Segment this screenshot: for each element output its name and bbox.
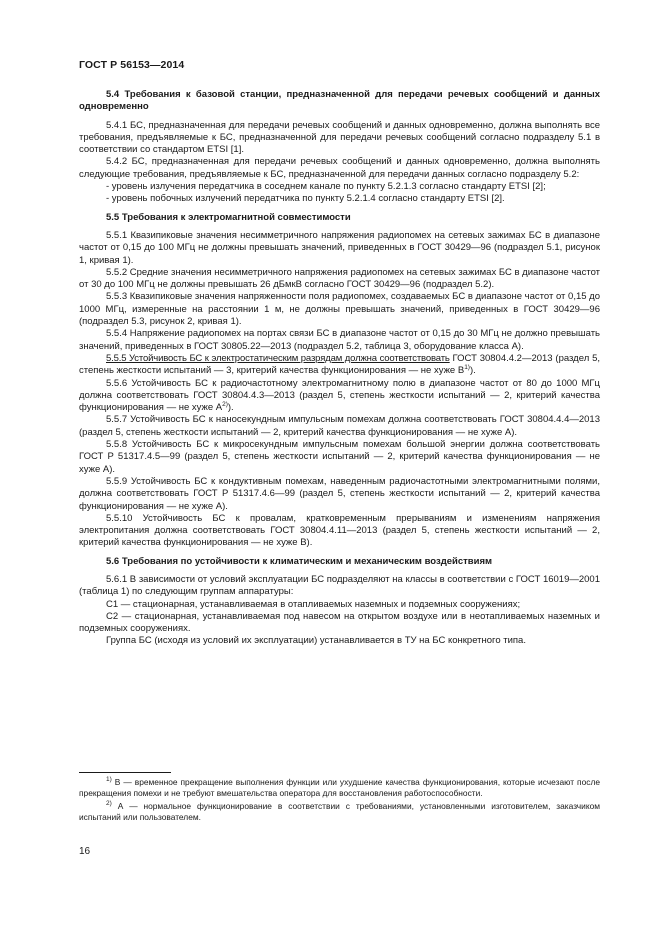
footnote-mark: 2) <box>106 800 112 808</box>
footnote-ref-2: 2) <box>222 400 228 408</box>
paragraph-5-6-1: 5.6.1 В зависимости от условий эксплуатации БС подразделяют на классы в соответствии с ГОСТ 16019—2001 (таблица 1) по следующим группам аппаратуры: <box>79 573 600 598</box>
paragraph-5-5-2: 5.5.2 Средние значения несимметричного напряжения радиопомех на сетевых зажимах БС в диапазоне частот от 30 до 100 МГц не должны превышать 26 дБмкВ согласно ГОСТ 30429—96 (подраздел 5.2). <box>79 266 600 291</box>
footnote-mark: 1) <box>106 776 112 784</box>
paragraph-5-5-10: 5.5.10 Устойчивость БС к провалам, кратковременным прерываниям и изменениям напряжения электропитания должна соответствовать ГОСТ 30804.4.11—2013 (раздел 5, степень жесткости испытаний — 2, критерий качества функционирования — не хуже В). <box>79 512 600 549</box>
page-body <box>79 89 600 648</box>
paragraph-5-5-7: 5.5.7 Устойчивость БС к наносекундным импульсным помехам должна соответствовать ГОСТ 30804.4.4—2013 (раздел 5, степень жесткости испытаний — 2, критерий качества функционирования — не хуже А). <box>79 414 600 438</box>
underlined-phrase: 5.5.5 Устойчивость БС к электростатическим разрядам должна соответствовать <box>106 352 450 364</box>
paragraph-5-4-2: 5.4.2 БС, предназначенная для передачи речевых сообщений и данных одновременно, должна выполнять следующие требования, предъявляемые к БС, предназначенной для передачи данных согласно подразделу 5.2: <box>79 156 600 180</box>
section-5-5-title: 5.5 Требования к электромагнитной совместимости <box>106 211 351 223</box>
footnote-separator <box>79 772 171 773</box>
section-5-4-title: 5.4 Требования к базовой станции, предназначенной для передачи речевых сообщений и данных одновременно <box>79 89 600 113</box>
list-item: - уровень побочных излучений передатчика по пункту 5.2.1.4 согласно стандарту ETSI [2]. <box>106 193 505 205</box>
footnote-1: $^{1)}$ В — временное прекращение выполнения функции или ухудшение качества функционирования, которые исчезают после прекращения помехи и не требуют вмешательства оператора для восстановления работоспособности. <box>79 776 600 798</box>
paragraph-group-note: Группа БС (исходя из условий их эксплуатации) устанавливается в ТУ на БС конкретного типа. <box>106 635 526 647</box>
footnote-2: $^{2)}$ А — нормальное функционирование в соответствии с требованиями, установленными изготовителем, заказчиком испытаний или пользователем. <box>79 800 600 822</box>
list-item: - уровень излучения передатчика в соседнем канале по пункту 5.2.1.3 согласно стандарту ETSI [2]; <box>106 181 546 193</box>
footnote-ref-1: 1) <box>464 364 470 372</box>
paragraph-5-5-4: 5.5.4 Напряжение радиопомех на портах связи БС в диапазоне частот от 0,15 до 30 МГц не должно превышать значений, приведенных в ГОСТ 30805.22—2013 (подраздел 5.2, таблица 3, оборудование класса А). <box>79 328 600 352</box>
document-code-header: ГОСТ Р 56153—2014 <box>79 59 185 71</box>
paragraph-5-5-8: 5.5.8 Устойчивость БС к микросекундным импульсным помехам большой энергии должна соответствовать ГОСТ Р 51317.4.5—99 (раздел 5, степень жесткости испытаний — 2, критерий качества функционирования — не хуже А). <box>79 439 600 475</box>
paragraph-5-5-1: 5.5.1 Квазипиковые значения несимметричного напряжения радиопомех на сетевых зажимах БС в диапазоне частот от 0,15 до 100 МГц не должны превышать значений, приведенных в ГОСТ 30429—96 (подраздел 5.1, рисунок 1, кривая 1). <box>79 229 600 266</box>
page-number: 16 <box>79 846 91 857</box>
section-5-6-title: 5.6 Требования по устойчивости к климатическим и механическим воздействиям <box>106 555 493 567</box>
class-c1-description: С1 — стационарная, устанавливаемая в отапливаемых наземных и подземных сооружениях; <box>106 598 521 610</box>
paragraph-5-5-3: 5.5.3 Квазипиковые значения напряженности поля радиопомех, создаваемых БС в диапазоне частот от 0,15 до 1000 МГц, измеренные на расстоянии 1 м, не должны превышать значений, приведенных в ГОСТ 30429—96 (подраздел 5.3, рисунок 2, кривая 1). <box>79 291 600 328</box>
footnotes <box>79 777 600 823</box>
paragraph-5-5-5: 5.5.5 Устойчивость БС к электростатическим разрядам должна соответствовать ГОСТ 30804.4.2—2013 (раздел 5, степень жесткости испытаний — 3, критерий качества функционирования — не хуже $В^{1)}$). <box>79 352 600 377</box>
class-c2-description: С2 — стационарная, устанавливаемая под навесом на открытом воздухе или в неотапливаемых наземных и подземных сооружениях. <box>79 610 600 635</box>
paragraph-5-5-9: 5.5.9 Устойчивость БС к кондуктивным помехам, наведенным радиочастотными электромагнитными полями, должна соответствовать ГОСТ Р 51317.4.6—99 (раздел 5, степень жесткости испытаний — 2, критерий качества функционирования — не хуже А). <box>79 475 600 512</box>
paragraph-5-5-6: 5.5.6 Устойчивость БС к радиочастотному электромагнитному полю в диапазоне частот от 80 до 1000 МГц должна соответствовать ГОСТ 30804.4.3—2013 (раздел 5, степень жесткости испытаний — 2, критерий качества функционирования — не хуже $А^{2)}$). <box>79 377 600 414</box>
paragraph-5-4-1: 5.4.1 БС, предназначенная для передачи речевых сообщений и данных одновременно, должна выполнять все требования, предъявляемые к БС, предназначенной для передачи речевых сообщений согласно подразделу 5.1 в соответствии со стандартом ETSI [1]. <box>79 119 600 156</box>
